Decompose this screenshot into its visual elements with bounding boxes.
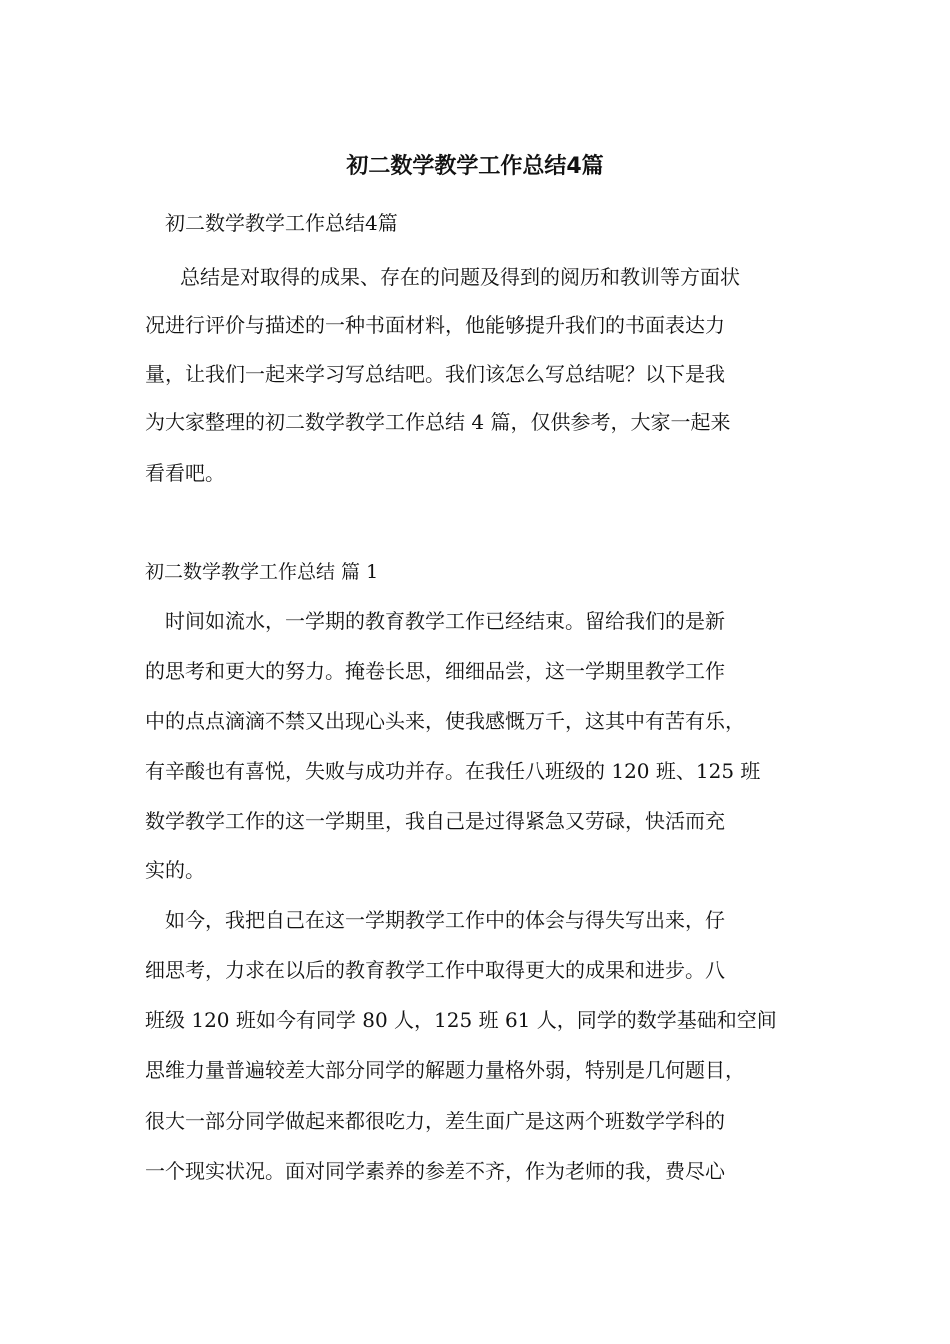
intro-line: 看看吧。 xyxy=(145,461,225,485)
paragraph-line: 班级 120 班如今有同学 80 人，125 班 61 人，同学的数学基础和空间 xyxy=(145,1008,777,1032)
section-heading: 初二数学教学工作总结 篇 1 xyxy=(145,561,379,583)
intro-line: 总结是对取得的成果、存在的问题及得到的阅历和教训等方面状 xyxy=(180,265,740,289)
intro-line: 为大家整理的初二数学教学工作总结 4 篇，仅供参考，大家一起来 xyxy=(145,410,731,434)
paragraph-line: 一个现实状况。面对同学素养的参差不齐，作为老师的我，费尽心 xyxy=(145,1159,725,1183)
paragraph-line: 时间如流水，一学期的教育教学工作已经结束。留给我们的是新 xyxy=(165,609,725,633)
paragraph-line: 思维力量普遍较差大部分同学的解题力量格外弱，特别是几何题目， xyxy=(145,1058,745,1082)
paragraph-line: 实的。 xyxy=(145,858,205,882)
paragraph-line: 如今，我把自己在这一学期教学工作中的体会与得失写出来，仔 xyxy=(165,908,725,932)
paragraph-line: 有辛酸也有喜悦，失败与成功并存。在我任八班级的 120 班、125 班 xyxy=(145,759,761,783)
intro-line: 况进行评价与描述的一种书面材料，他能够提升我们的书面表达力 xyxy=(145,313,725,337)
paragraph-line: 的思考和更大的努力。掩卷长思，细细品尝，这一学期里教学工作 xyxy=(145,659,725,683)
document-title: 初二数学教学工作总结4篇 xyxy=(346,154,604,179)
intro-line: 量，让我们一起来学习写总结吧。我们该怎么写总结呢？以下是我 xyxy=(145,362,725,386)
paragraph-line: 数学教学工作的这一学期里，我自己是过得紧急又劳碌，快活而充 xyxy=(145,809,725,833)
document-subtitle: 初二数学教学工作总结4篇 xyxy=(165,211,398,235)
paragraph-line: 细思考，力求在以后的教育教学工作中取得更大的成果和进步。八 xyxy=(145,958,725,982)
paragraph-line: 中的点点滴滴不禁又出现心头来，使我感慨万千，这其中有苦有乐， xyxy=(145,709,745,733)
paragraph-line: 很大一部分同学做起来都很吃力，差生面广是这两个班数学学科的 xyxy=(145,1109,725,1133)
